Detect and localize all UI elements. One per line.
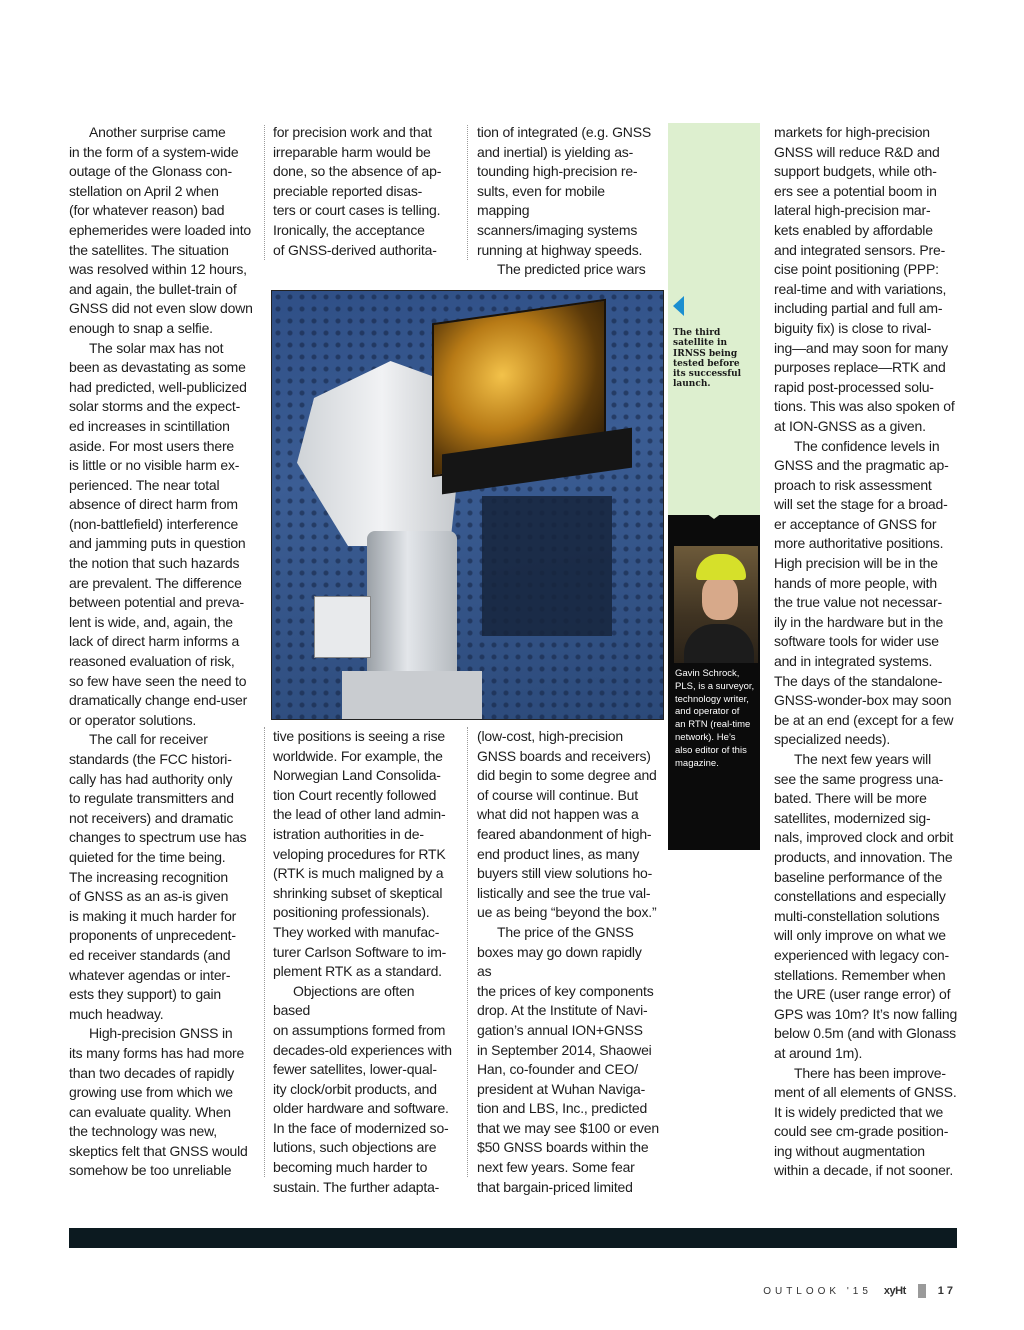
issue-label: OUTLOOK '15	[763, 1285, 872, 1297]
column-rule	[467, 125, 468, 260]
paragraph: The confidence levels in GNSS and the pragmatic ap- proach to risk assessment will set the stage for a broad- er acceptance of GNSS for more authoritative positions. High precision will be in the hands of more people, with the true value not necessar- ily in the hardware but in the software tools for wider use and in integrated systems. The days of the standalone- GNSS-wonder-box may soon be at an end (except for a few specialized needs).	[774, 437, 954, 748]
article-column-2-top	[273, 123, 455, 260]
article-column-3-top	[477, 123, 659, 280]
brand-logo: xyHt	[883, 1285, 906, 1297]
hard-hat-icon	[696, 554, 746, 580]
paragraph: for precision work and that irreparable harm would be done, so the absence of ap- preciable reported disas- ters or court cases is telling. Ironically, the acceptance of GNSS-derived authorita-	[273, 124, 442, 258]
author-headshot	[674, 546, 758, 663]
paragraph: The solar max has not been as devastating as some had predicted, well-publicized solar storms and the expect- ed increases in scintillation aside. For most users there is little or no visible harm ex- perienced. The near total absence of direct harm from (non-battlefield) interference and jamming puts in question the notion that such hazards are prevalent. The difference between potential and preva- lent is wide, and, again, the lack of direct harm informs a reasoned evaluation of risk, so few have seen the need to dramatically change end-user or operator solutions.	[69, 339, 248, 728]
paragraph: tion of integrated (e.g. GNSS and inertial) is yielding as- tounding high-precision re- sults, even for mobile mapping scanners/imaging systems running at highway speeds.	[477, 124, 651, 258]
caption-arrow-icon	[673, 296, 684, 316]
photo-caption: The third satellite in IRNSS being tested before its successful launch.	[673, 328, 742, 390]
article-column-5	[774, 123, 960, 1181]
article-column-2-bottom	[273, 727, 455, 1197]
author-bio: Gavin Schrock, PLS, is a surveyor, technology writer, and operator of an RTN (real-time network). He’s also editor of this magazine.	[675, 668, 755, 769]
paragraph: High-precision GNSS in its many forms has had more than two decades of rapidly growing use from which we can evaluate quality. When the technology was new, skeptics felt that GNSS would somehow be too unreliable	[69, 1025, 248, 1179]
paragraph: Objections are often based on assumptions formed from decades-old experiences with fewer satellites, lower-qual- ity clock/orbit products, and older hardware and software. In the face of modernized so- lutions, such objections are becoming much harder to sustain. The further adapta-	[273, 982, 452, 1195]
paragraph: markets for high-precision GNSS will reduce R&D and support budgets, while oth- ers see a potential boom in lateral high-precision mar- kets enabled by affordable and integrated sensors. Pre- cise point positioning (PPP: real-time and with variations, including partial and full am- biguity fix) is close to rival- ing—and may soon for many purposes replace—RTK and rapid post-processed solu- tions. This was also spoken of at ION-GNSS as a given.	[774, 124, 955, 434]
column-rule	[467, 727, 468, 1177]
paragraph: The next few years will see the same progress una- bated. There will be more satellites, modernized sig- nals, improved clock and orbit products, and innovation. The baseline performance of the constellations and especially multi-constellation solutions will only improve on what we experienced with legacy con- stellations. Remember when the URE (user range error) of GPS was 10m? It’s now falling below 0.5m (and with Glonass at around 1m).	[774, 751, 958, 1061]
satellite-test-photo	[271, 290, 664, 720]
article-column-3-bottom	[477, 727, 659, 1197]
column-rule	[264, 125, 265, 260]
control-box	[314, 596, 371, 658]
page-number: 17	[937, 1285, 956, 1297]
headshot-jacket	[684, 624, 754, 663]
paragraph: The price of the GNSS boxes may go down rapidly as the prices of key components drop. At the Institute of Navi- gation’s annual ION+GNSS in September 2014, Shaowei Han, co-founder and CEO/ president at Wuhan Naviga- tion and LBS, Inc., predicted that we may see $100 or even $50 GNSS boards within the next few years. Some fear that bargain-priced limited	[477, 923, 659, 1195]
column-rule	[264, 727, 265, 1177]
paragraph: Another surprise came in the form of a system-wide outage of the Glonass con- stellation on April 2 when (for whatever reason) bad ephemerides were loaded into the satellites. The situation was resolved within 12 hours, and again, the bullet-train of GNSS did not even slow down enough to snap a selfie.	[69, 124, 253, 336]
absorber-panel	[482, 496, 612, 636]
paragraph: There has been improve- ment of all elements of GNSS. It is widely predicted that we could see cm-grade position- ing without augmentation within a decade, if not sooner.	[774, 1064, 957, 1179]
folio-block	[918, 1284, 926, 1298]
headshot-face	[702, 576, 738, 620]
footer-bar	[69, 1228, 957, 1248]
article-column-1	[69, 123, 257, 1181]
positioner-base	[342, 671, 482, 719]
folio	[763, 1284, 956, 1298]
paragraph: The call for receiver standards (the FCC histori- cally has had authority only to regulate transmitters and not receivers) and dramatic changes to spectrum use has quieted for the time being. The increasing recognition of GNSS as an as-is given is making it much harder for proponents of unprecedent- ed receiver standards (and whatever agendas or inter- ests they support) to gain much headway.	[69, 731, 247, 1022]
paragraph: (low-cost, high-precision GNSS boards and receivers) did begin to some degree and of course will continue. But what did not happen was a feared abandonment of high- end product lines, as many buyers still view solutions ho- listically and see the true val- ue as being “beyond the box.”	[477, 728, 657, 921]
paragraph: tive positions is seeing a rise worldwide. For example, the Norwegian Land Consolida- tion Court recently followed the lead of other land admin- istration authorities in de- veloping procedures for RTK (RTK is much maligned by a shrinking subset of skeptical positioning professionals). They worked with manufac- turer Carlson Software to im- plement RTK as a standard.	[273, 728, 447, 980]
paragraph: The predicted price wars	[497, 261, 646, 278]
